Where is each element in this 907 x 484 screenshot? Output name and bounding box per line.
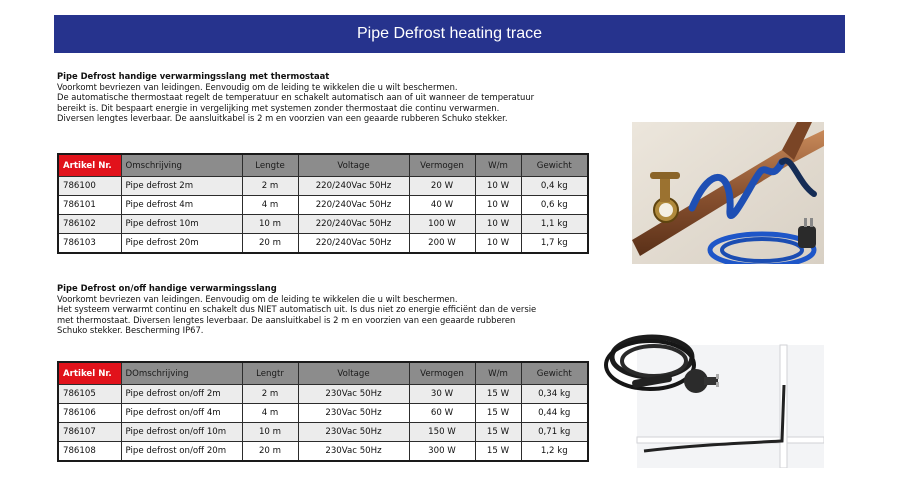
section-heading: Pipe Defrost handige verwarmingsslang met thermostaat [57,71,330,81]
col-header-article: Artikel Nr. [58,362,121,385]
table-header-row [58,362,588,385]
description-line: bereikt is. Dit bespaart energie in vergelijking met systemen zonder thermostaat die continu verwarmen. [57,102,500,113]
cell-wpm: 15 W [475,423,521,442]
section-heading: Pipe Defrost on/off handige verwarmingsslang [57,283,277,293]
table-header-row [58,154,588,177]
col-header-article: Artikel Nr. [58,154,121,177]
description-line: Schuko stekker. Bescherming IP67. [57,325,204,335]
cell-article: 786100 [58,177,121,196]
cell-description: Pipe defrost on/off 4m [121,404,242,423]
product-photo-thermostat [632,122,824,264]
onoff-cable-image [604,325,824,468]
table-row [58,404,588,423]
cell-article: 786107 [58,423,121,442]
cell-weight: 0,4 kg [521,177,588,196]
cell-article: 786105 [58,385,121,404]
cell-article: 786103 [58,234,121,254]
cell-power: 100 W [409,215,475,234]
cell-description: Pipe defrost 20m [121,234,242,254]
col-header-voltage: Voltage [298,154,409,177]
cell-article: 786101 [58,196,121,215]
description-line: Diversen lengtes leverbaar. De aansluitkabel is 2 m en voorzien van een geaarde rubberen Schuko stekker. [57,113,508,123]
cell-length: 2 m [242,385,298,404]
cell-length: 20 m [242,442,298,462]
cell-weight: 0,6 kg [521,196,588,215]
col-header-length: Lengte [242,154,298,177]
cell-weight: 0,71 kg [521,423,588,442]
cell-power: 40 W [409,196,475,215]
col-header-weight: Gewicht [521,154,588,177]
cell-article: 786108 [58,442,121,462]
col-header-power: Vermogen [409,362,475,385]
col-header-wpm: W/m [475,154,521,177]
cell-description: Pipe defrost on/off 20m [121,442,242,462]
cell-description: Pipe defrost on/off 10m [121,423,242,442]
cell-weight: 1,7 kg [521,234,588,254]
cell-wpm: 10 W [475,196,521,215]
cell-power: 60 W [409,404,475,423]
cell-voltage: 220/240Vac 50Hz [298,234,409,254]
spec-table-onoff [57,361,589,462]
cell-voltage: 230Vac 50Hz [298,442,409,462]
cell-wpm: 10 W [475,215,521,234]
cell-power: 300 W [409,442,475,462]
cell-description: Pipe defrost on/off 2m [121,385,242,404]
product-photo-onoff [604,325,824,468]
cell-length: 20 m [242,234,298,254]
table-row [58,442,588,462]
pipe-heating-cable-image [632,122,824,264]
cell-wpm: 15 W [475,404,521,423]
cell-power: 150 W [409,423,475,442]
cell-voltage: 230Vac 50Hz [298,423,409,442]
cell-weight: 1,2 kg [521,442,588,462]
cell-power: 200 W [409,234,475,254]
description-line: Voorkomt bevriezen van leidingen. Eenvoudig om de leiding te wikkelen die u wilt beschermen. [57,81,458,92]
description-line: Voorkomt bevriezen van leidingen. Eenvoudig om de leiding te wikkelen die u wilt beschermen. [57,293,458,304]
cell-weight: 1,1 kg [521,215,588,234]
col-header-description: Omschrijving [121,154,242,177]
cell-power: 20 W [409,177,475,196]
cell-voltage: 220/240Vac 50Hz [298,215,409,234]
page-banner [54,15,845,53]
cell-description: Pipe defrost 10m [121,215,242,234]
cell-length: 2 m [242,177,298,196]
section-onoff-description [57,283,602,336]
cell-description: Pipe defrost 4m [121,196,242,215]
section-thermostat-description [57,71,602,124]
cell-length: 4 m [242,196,298,215]
cell-length: 10 m [242,423,298,442]
table-row [58,385,588,404]
table-row [58,215,588,234]
table-row [58,423,588,442]
cell-voltage: 230Vac 50Hz [298,385,409,404]
cell-weight: 0,44 kg [521,404,588,423]
col-header-length: Lengtr [242,362,298,385]
description-line: met thermostaat. Diversen lengtes leverbaar. De aansluitkabel is 2 m en voorzien van een geaarde rubberen [57,314,516,325]
description-line: De automatische thermostaat regelt de temperatuur en schakelt automatisch aan of uit wanneer de temperatuur [57,92,535,102]
cell-wpm: 10 W [475,234,521,254]
col-header-wpm: W/m [475,362,521,385]
cell-voltage: 230Vac 50Hz [298,404,409,423]
cell-wpm: 15 W [475,385,521,404]
table-row [58,234,588,254]
cell-article: 786102 [58,215,121,234]
cell-length: 4 m [242,404,298,423]
col-header-weight: Gewicht [521,362,588,385]
col-header-voltage: Voltage [298,362,409,385]
cell-weight: 0,34 kg [521,385,588,404]
table-row [58,177,588,196]
table-row [58,196,588,215]
cell-article: 786106 [58,404,121,423]
cell-wpm: 10 W [475,177,521,196]
description-line: Het systeem verwarmt continu en schakelt dus NIET automatisch uit. Is dus niet zo energie efficiënt dan de versie [57,304,537,314]
cell-voltage: 220/240Vac 50Hz [298,196,409,215]
col-header-power: Vermogen [409,154,475,177]
col-header-description: DOmschrijving [121,362,242,385]
banner-title: Pipe Defrost heating trace [357,25,542,42]
cell-voltage: 220/240Vac 50Hz [298,177,409,196]
cell-wpm: 15 W [475,442,521,462]
cell-description: Pipe defrost 2m [121,177,242,196]
cell-length: 10 m [242,215,298,234]
cell-power: 30 W [409,385,475,404]
spec-table-thermostat [57,153,589,254]
